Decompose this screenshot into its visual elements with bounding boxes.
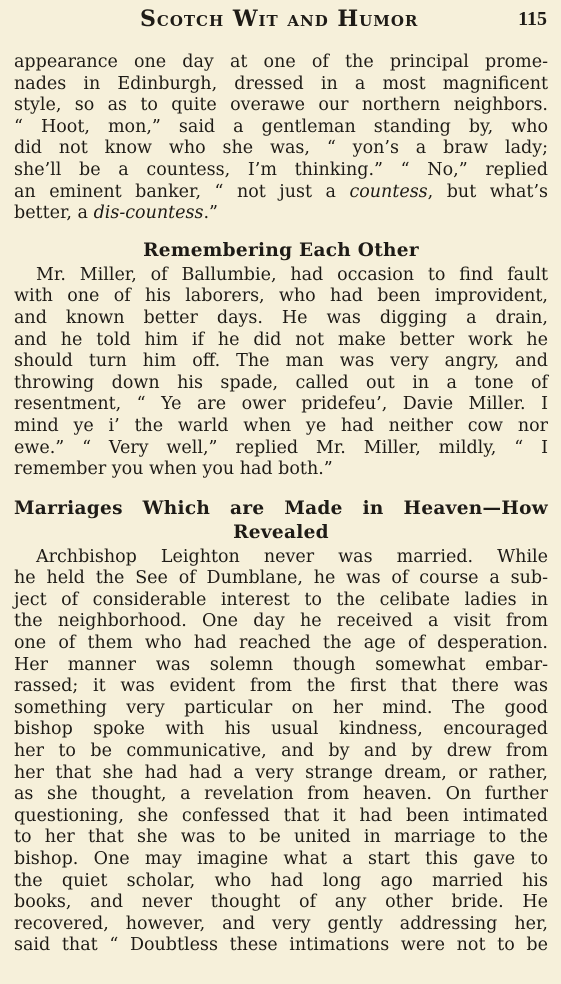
page-content (14, 52, 548, 957)
text-run: .” (203, 203, 218, 224)
text-run: better, a (14, 203, 88, 224)
text-line: resentment, “ Ye are ower pridefeu’, Davie Miller. I (14, 394, 548, 415)
text-line: Archbishop Leighton never was married. While (36, 546, 548, 567)
text-run: an eminent banker, “ not just a (14, 181, 336, 202)
text-line: bishop. One may imagine what a start this gave to (14, 849, 548, 869)
text-line: Mr. Miller, of Ballumbie, had occasion to find fault (36, 264, 548, 285)
text-line: mind ye i’ the warld when ye had neither cow nor (14, 415, 548, 436)
text-line: did not know who she was, “ yon’s a braw lady; (14, 138, 548, 159)
text-line: with one of his laborers, who had been improvident, (14, 286, 548, 307)
text-line: her that she had had a very strange dream, or rather, (14, 762, 548, 783)
text-line: he held the See of Dumblane, he was of course a sub- (14, 568, 548, 589)
text-line: nades in Edinburgh, dressed in a most magnificent (14, 73, 548, 94)
text-run: , but what’s (427, 181, 548, 202)
text-line: as she thought, a revelation from heaven. On further (14, 784, 548, 805)
section-heading: Remembering Each Other (143, 239, 419, 261)
paragraph-continuation (14, 52, 548, 225)
running-head (0, 6, 561, 36)
text-line: something very particular on her mind. The good (14, 697, 548, 718)
text-line (14, 182, 548, 204)
text-line: “ Hoot, mon,” said a gentleman standing by, who (14, 116, 548, 137)
text-line: questioning, she confessed that it had been intimated (14, 805, 548, 826)
text-line: Her manner was solemn though somewhat embar- (14, 654, 548, 675)
text-line: books, and never thought of any other bride. He (14, 892, 548, 913)
text-line: ewe.” “ Very well,” replied Mr. Miller, mildly, “ I (14, 437, 548, 458)
heading-line: Marriages Which are Made in Heaven—How (14, 497, 548, 519)
page-number: 115 (518, 8, 547, 30)
text-line: the quiet scholar, who had long ago married his (14, 870, 548, 891)
italic-word: countess (349, 181, 428, 202)
text-line: recovered, however, and very gently addressing her, (14, 913, 548, 934)
text-line: ject of considerable interest to the celibate ladies in (14, 589, 548, 610)
italic-word: dis-countess (93, 203, 204, 224)
text-line: and he told him if he did not make better work he (14, 329, 548, 350)
heading-line: Revealed (233, 521, 329, 543)
text-line: she’ll be a countess, I’m thinking.” “ No,” replied (14, 159, 548, 180)
paragraph (14, 547, 548, 957)
text-line: style, so as to quite overawe our northern neighbors. (14, 95, 548, 116)
text-line: appearance one day at one of the principal prome- (14, 52, 548, 72)
text-line: bishop spoke with his usual kindness, encouraged (14, 719, 548, 740)
paragraph (14, 265, 548, 481)
text-line: her to be communicative, and by and by drew from (14, 741, 548, 762)
section-heading (14, 497, 548, 545)
text-line: rassed; it was evident from the first that there was (14, 676, 548, 697)
text-line (14, 203, 548, 225)
text-line: said that “ Doubtless these intimations were not to be (14, 935, 548, 956)
text-line: throwing down his spade, called out in a tone of (14, 372, 548, 393)
text-line: one of them who had reached the age of desperation. (14, 633, 548, 654)
text-line: remember you when you had both.” (14, 459, 333, 480)
text-line: and known better days. He was digging a drain, (14, 307, 548, 328)
text-line: to her that she was to be united in marriage to the (14, 827, 548, 848)
running-title: Scotch Wit and Humor (140, 6, 419, 32)
text-line: should turn him off. The man was very angry, and (14, 351, 548, 372)
text-line: the neighborhood. One day he received a visit from (14, 611, 548, 632)
